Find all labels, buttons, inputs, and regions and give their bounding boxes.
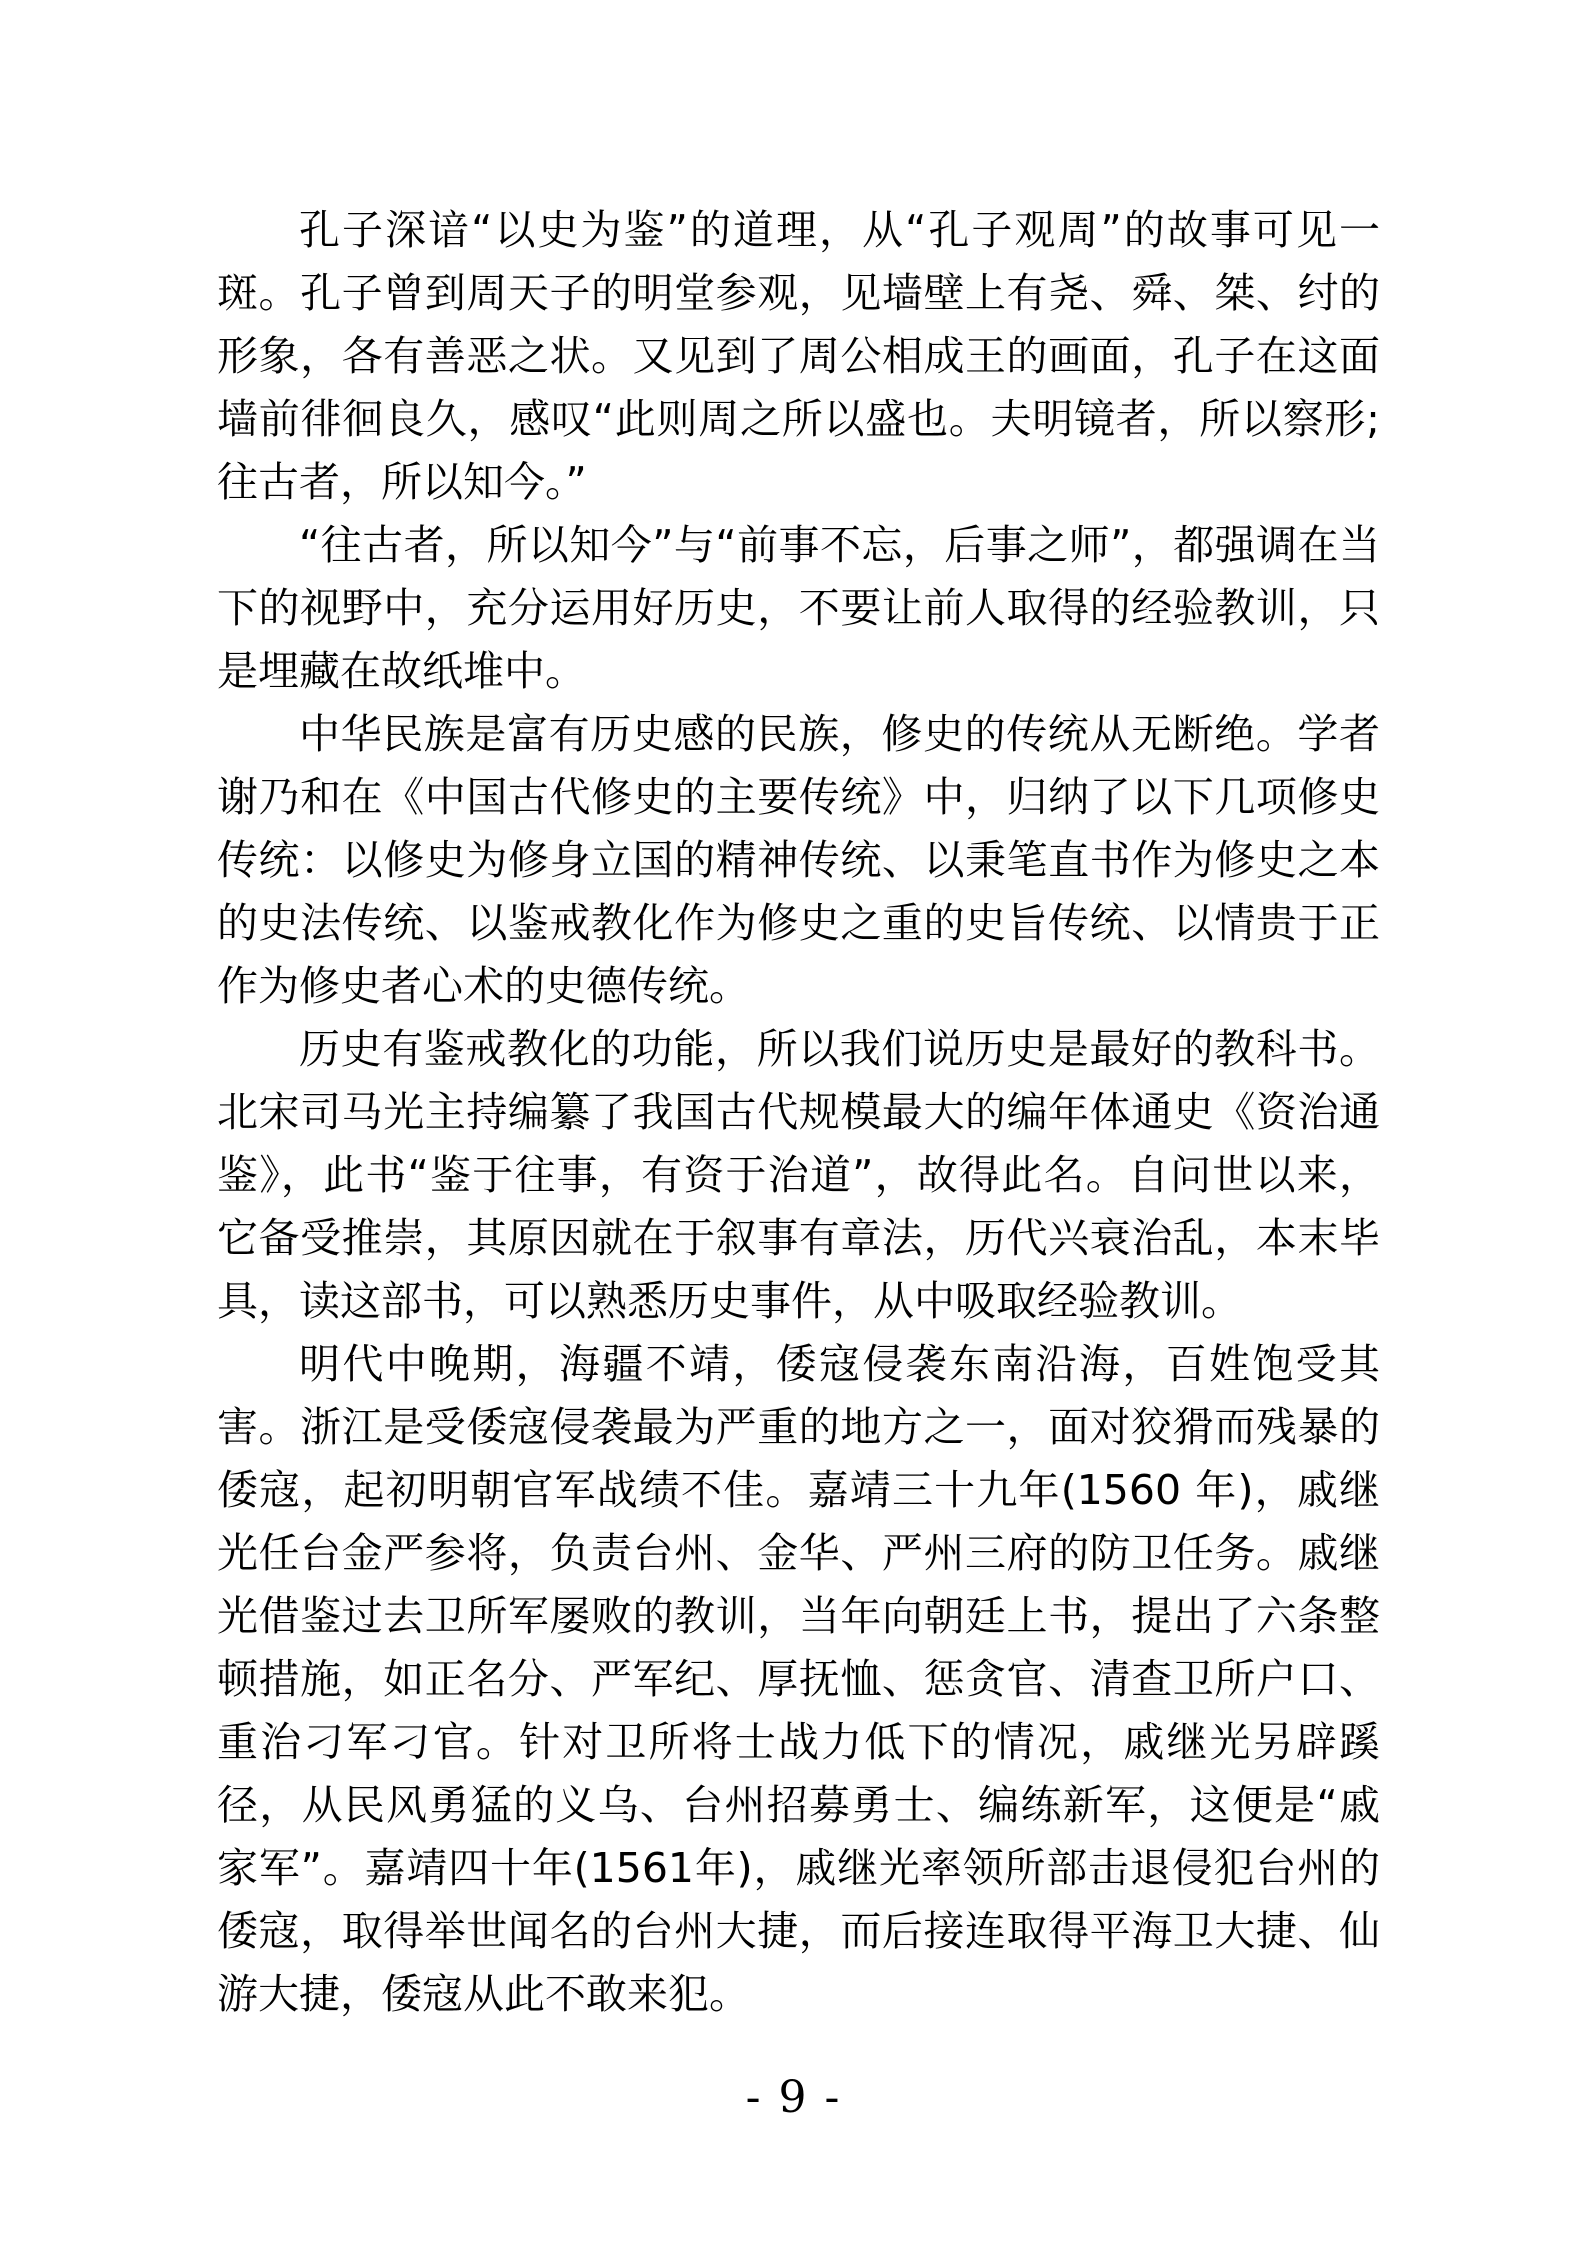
document-body-text <box>217 199 1380 2026</box>
paragraph-zizhitongjian: 历史有鉴戒教化的功能，所以我们说历史是最好的教科书。北宋司马光主持编纂了我国古代规模最大的编年体通史《资治通鉴》，此书“鉴于往事，有资于治道”，故得此名。自问世以来，它备受推崇，其原因就在于叙事有章法，历代兴衰治乱，本末毕具，读这部书，可以熟悉历史事件，从中吸取经验教训。 <box>217 1025 1380 1325</box>
paragraph-qijiguang: 明代中晚期，海疆不靖，倭寇侵袭东南沿海，百姓饱受其害。浙江是受倭寇侵袭最为严重的地方之一，面对狡猾而残暴的倭寇，起初明朝官军战绩不佳。嘉靖三十九年(1560 年)，戚继光任台金严参将，负责台州、金华、严州三府的防卫任务。戚继光借鉴过去卫所军屡败的教训，当年向朝廷上书，提出了六条整顿措施，如正名分、严军纪、厚抚恤、惩贪官、清查卫所户口、重治刁军刁官。针对卫所将士战力低下的情况，戚继光另辟蹊径，从民风勇猛的义乌、台州招募勇士、编练新军，这便是“戚家军”。嘉靖四十年(1561年)，戚继光率领所部击退侵犯台州的倭寇，取得举世闻名的台州大捷，而后接连取得平海卫大捷、仙游大捷，倭寇从此不敢来犯。 <box>217 1340 1380 2018</box>
paragraph-wanggu-zhe: “往古者，所以知今”与“前事不忘，后事之师”，都强调在当下的视野中，充分运用好历史，不要让前人取得的经验教训，只是埋藏在故纸堆中。 <box>217 521 1380 695</box>
page-number: - 9 - <box>745 2072 842 2123</box>
paragraph-xiushi-chuantong: 中华民族是富有历史感的民族，修史的传统从无断绝。学者谢乃和在《中国古代修史的主要传统》中，归纳了以下几项修史传统：以修史为修身立国的精神传统、以秉笔直书作为修史之本的史法传统、以鉴戒教化作为修史之重的史旨传统、以情贵于正作为修史者心术的史德传统。 <box>217 710 1380 1010</box>
page-footer <box>0 2072 1587 2124</box>
paragraph-kongzi-guanzhou: 孔子深谙“以史为鉴”的道理，从“孔子观周”的故事可见一斑。孔子曾到周天子的明堂参观，见墙壁上有尧、舜、桀、纣的形象，各有善恶之状。又见到了周公相成王的画面，孔子在这面墙前徘徊良久，感叹“此则周之所以盛也。夫明镜者，所以察形;往古者，所以知今。” <box>217 206 1380 506</box>
